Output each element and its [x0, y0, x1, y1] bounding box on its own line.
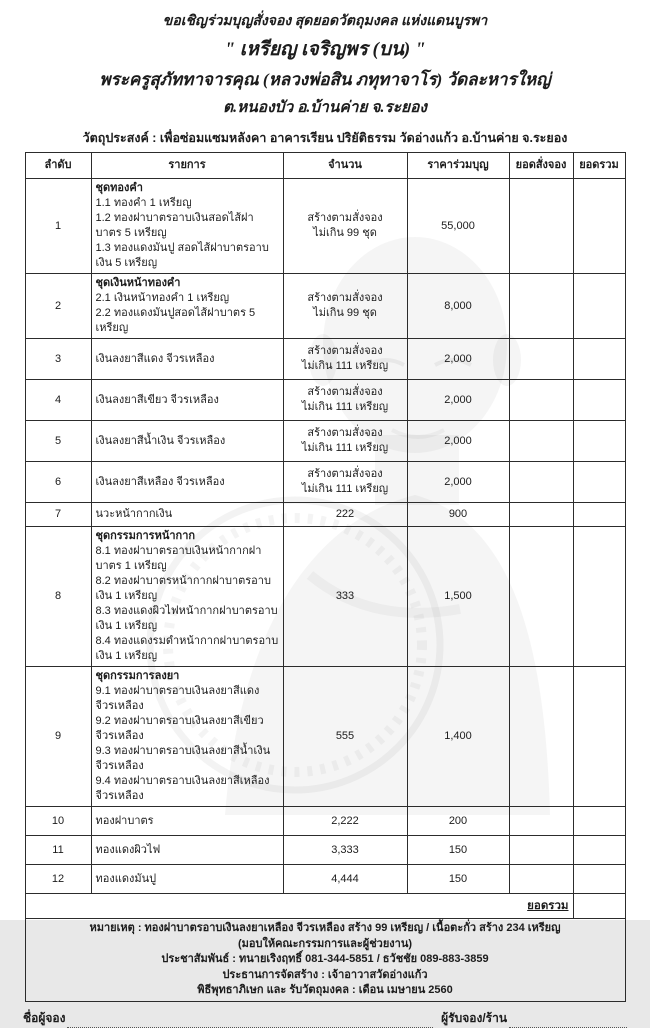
table-row: [25, 380, 625, 421]
grand-total-label: ยอดรวม: [527, 899, 569, 912]
item-title: เงินลงยาสีเขียว จีวรเหลือง: [95, 393, 219, 406]
orderer-name-label: ชื่อผู้จอง: [23, 1010, 66, 1025]
table-row: [25, 836, 625, 865]
row-number-cell: 10: [25, 807, 91, 836]
item-subline: 2.2 ทองแดงมันปูสอดไส้ฝาบาตร 5 เหรียญ: [95, 307, 256, 334]
ordered-amount-cell: [509, 380, 573, 421]
quantity-cell: [283, 274, 407, 339]
quantity-cell: [283, 527, 407, 667]
price-cell: 1,400: [407, 667, 509, 807]
header-invitation-line: ขอเชิญร่วมบุญสั่งจอง สุดยอดวัตถุมงคล แห่งแดนบูรพา: [162, 14, 488, 29]
note-line-ceremony: พิธีพุทธาภิเษก และ รับวัตถุมงคล : เดือน เมษายน 2560: [197, 984, 453, 996]
table-row: [25, 865, 625, 894]
note-line-note2: (มอบให้คณะกรรมการและผู้ช่วยงาน): [237, 937, 413, 950]
quantity-line: ไม่เกิน 99 ชุด: [313, 227, 377, 239]
item-description-cell: [91, 179, 283, 274]
row-total-cell: [573, 274, 625, 339]
row-total-cell: [573, 179, 625, 274]
column-header: ยอดรวม: [573, 153, 625, 179]
header-monk-name: พระครูสุภัททาจารคุณ (หลวงพ่อสิน ภทุทาจาโร) วัดละหารใหญ่: [99, 70, 551, 89]
row-total-cell: [573, 527, 625, 667]
item-description-cell: [91, 865, 283, 894]
orderer-name-fill-line: [67, 1013, 433, 1028]
item-subline: 8.2 ทองฝาบาตรหน้ากากฝาบาตรอาบเงิน 1 เหรียญ: [95, 575, 271, 602]
row-number-cell: 7: [25, 503, 91, 527]
quantity-cell: [283, 807, 407, 836]
price-cell: 55,000: [407, 179, 509, 274]
quantity-cell: [283, 836, 407, 865]
item-subline: 2.1 เงินหน้าทองคำ 1 เหรียญ: [95, 292, 230, 304]
row-number-cell: 12: [25, 865, 91, 894]
item-title: เงินลงยาสีน้ำเงิน จีวรเหลือง: [95, 434, 226, 447]
note-line-note1: หมายเหตุ : ทองฝาบาตรอาบเงินลงยาเหลือง จีวรเหลือง สร้าง 99 เหรียญ / เนื้อตะกั่ว สร้าง 234 เหรียญ: [89, 922, 561, 934]
price-cell: 150: [407, 865, 509, 894]
quantity-line: 555: [335, 730, 355, 742]
row-total-cell: [573, 380, 625, 421]
quantity-line: สร้างตามสั่งจอง: [307, 427, 383, 439]
row-total-cell: [573, 503, 625, 527]
item-title: ชุดกรรมการลงยา: [95, 670, 180, 682]
row-number-cell: 3: [25, 339, 91, 380]
item-title: ทองแดงมันปู: [95, 872, 157, 885]
quantity-cell: [283, 462, 407, 503]
item-description-cell: [91, 274, 283, 339]
column-header: รายการ: [91, 153, 283, 179]
quantity-cell: [283, 865, 407, 894]
row-total-cell: [573, 421, 625, 462]
item-description-cell: [91, 339, 283, 380]
ordered-amount-cell: [509, 421, 573, 462]
table-row: [25, 667, 625, 807]
item-title: นวะหน้ากากเงิน: [95, 508, 173, 520]
table-row: [25, 527, 625, 667]
table-row: [25, 462, 625, 503]
price-cell: 1,500: [407, 527, 509, 667]
quantity-line: สร้างตามสั่งจอง: [307, 386, 383, 398]
row-total-cell: [573, 865, 625, 894]
item-title: เงินลงยาสีแดง จีวรเหลือง: [95, 352, 215, 365]
order-table: [25, 152, 626, 1002]
row-number-cell: 1: [25, 179, 91, 274]
item-subline: 9.1 ทองฝาบาตรอาบเงินลงยาสีแดง จีวรเหลือง: [95, 685, 260, 712]
quantity-line: สร้างตามสั่งจอง: [307, 345, 383, 357]
ordered-amount-cell: [509, 274, 573, 339]
item-subline: 9.3 ทองฝาบาตรอาบเงินลงยาสีน้ำเงิน จีวรเหลือง: [95, 745, 271, 772]
item-subline: 9.4 ทองฝาบาตรอาบเงินลงยาสีเหลือง จีวรเหลือง: [95, 775, 270, 802]
row-number-cell: 5: [25, 421, 91, 462]
item-description-cell: [91, 421, 283, 462]
note-line-chairman: ประธานการจัดสร้าง : เจ้าอาวาสวัดอ่างแก้ว: [222, 968, 428, 981]
item-subline: 1.3 ทองแดงมันปู สอดไส้ฝาบาตรอาบเงิน 5 เหรียญ: [95, 242, 269, 269]
table-row: [25, 503, 625, 527]
item-title: เงินลงยาสีเหลือง จีวรเหลือง: [95, 475, 225, 488]
header-coin-name: " เหรียญ เจริญพร (บน) ": [224, 39, 426, 60]
grand-total-label-cell: [25, 894, 573, 919]
price-cell: 900: [407, 503, 509, 527]
quantity-cell: [283, 667, 407, 807]
item-subline: 8.3 ทองแดงผิวไฟหน้ากากฝาบาตรอาบเงิน 1 เหรียญ: [95, 605, 278, 632]
row-number-cell: 4: [25, 380, 91, 421]
signature-row: [23, 1009, 627, 1028]
quantity-line: สร้างตามสั่งจอง: [307, 292, 383, 304]
ordered-amount-cell: [509, 503, 573, 527]
item-subline: 8.4 ทองแดงรมดำหน้ากากฝาบาตรอาบเงิน 1 เหรียญ: [95, 635, 279, 662]
quantity-cell: [283, 503, 407, 527]
ordered-amount-cell: [509, 462, 573, 503]
item-subline: 1.2 ทองฝาบาตรอาบเงินสอดไส้ฝาบาตร 5 เหรียญ: [95, 212, 254, 239]
table-row: [25, 179, 625, 274]
quantity-line: 333: [335, 590, 355, 602]
ordered-amount-cell: [509, 865, 573, 894]
document-header: [0, 0, 650, 121]
quantity-line: 4,444: [331, 872, 359, 885]
table-row: [25, 339, 625, 380]
item-description-cell: [91, 527, 283, 667]
ordered-amount-cell: [509, 667, 573, 807]
item-description-cell: [91, 836, 283, 865]
price-cell: 2,000: [407, 380, 509, 421]
quantity-cell: [283, 339, 407, 380]
table-header-row: [25, 153, 625, 179]
item-subline: 9.2 ทองฝาบาตรอาบเงินลงยาสีเขียว จีวรเหลือง: [95, 715, 264, 742]
ordered-amount-cell: [509, 836, 573, 865]
price-cell: 2,000: [407, 462, 509, 503]
notes-cell: [25, 919, 625, 1002]
table-row: [25, 421, 625, 462]
grand-total-row: [25, 894, 625, 919]
item-title: ชุดกรรมการหน้ากาก: [95, 530, 196, 542]
table-row: [25, 807, 625, 836]
column-header: ลำดับ: [25, 153, 91, 179]
notes-row: [25, 919, 625, 1002]
row-total-cell: [573, 807, 625, 836]
quantity-cell: [283, 421, 407, 462]
price-cell: 150: [407, 836, 509, 865]
row-number-cell: 9: [25, 667, 91, 807]
receiver-shop-label: ผู้รับจอง/ร้าน: [441, 1010, 508, 1025]
price-cell: 2,000: [407, 421, 509, 462]
row-total-cell: [573, 462, 625, 503]
ordered-amount-cell: [509, 527, 573, 667]
item-description-cell: [91, 462, 283, 503]
column-header: ราคาร่วมบุญ: [407, 153, 509, 179]
quantity-line: สร้างตามสั่งจอง: [307, 468, 383, 480]
quantity-line: ไม่เกิน 111 เหรียญ: [301, 401, 389, 413]
item-title: ทองฝาบาตร: [95, 814, 154, 827]
price-cell: 200: [407, 807, 509, 836]
quantity-cell: [283, 179, 407, 274]
column-header: จำนวน: [283, 153, 407, 179]
price-cell: 8,000: [407, 274, 509, 339]
row-number-cell: 11: [25, 836, 91, 865]
ordered-amount-cell: [509, 807, 573, 836]
header-temple-location: ต.หนองบัว อ.บ้านค่าย จ.ระยอง: [223, 99, 427, 116]
row-total-cell: [573, 836, 625, 865]
column-header: ยอดสั่งจอง: [509, 153, 573, 179]
receiver-shop-fill-line: [509, 1013, 627, 1028]
price-cell: 2,000: [407, 339, 509, 380]
item-description-cell: [91, 503, 283, 527]
row-number-cell: 6: [25, 462, 91, 503]
item-title: ชุดเงินหน้าทองคำ: [95, 277, 181, 289]
item-title: ชุดทองคำ: [95, 182, 143, 194]
item-description-cell: [91, 380, 283, 421]
row-number-cell: 8: [25, 527, 91, 667]
quantity-line: ไม่เกิน 111 เหรียญ: [301, 442, 389, 454]
table-row: [25, 274, 625, 339]
item-subline: 8.1 ทองฝาบาตรอาบเงินหน้ากากฝาบาตร 1 เหรียญ: [95, 545, 262, 572]
quantity-line: 3,333: [331, 843, 359, 856]
item-description-cell: [91, 807, 283, 836]
quantity-line: 2,222: [331, 814, 359, 827]
row-total-cell: [573, 667, 625, 807]
quantity-line: ไม่เกิน 111 เหรียญ: [301, 360, 389, 372]
ordered-amount-cell: [509, 339, 573, 380]
quantity-line: สร้างตามสั่งจอง: [307, 212, 383, 224]
item-title: ทองแดงผิวไฟ: [95, 843, 161, 856]
item-description-cell: [91, 667, 283, 807]
row-number-cell: 2: [25, 274, 91, 339]
note-line-contact: ประชาสัมพันธ์ : ทนายเริงฤทธิ์ 081-344-5851 / ธวัชชัย 089-883-3859: [161, 953, 489, 965]
quantity-cell: [283, 380, 407, 421]
row-total-cell: [573, 339, 625, 380]
ordered-amount-cell: [509, 179, 573, 274]
item-subline: 1.1 ทองคำ 1 เหรียญ: [95, 197, 192, 209]
quantity-line: ไม่เกิน 111 เหรียญ: [301, 483, 389, 495]
purpose-text: วัตถุประสงค์ : เพื่อซ่อมแซมหลังคา อาคารเรียน ปริยัติธรรม วัดอ่างแก้ว อ.บ้านค่าย จ.ระยอง: [82, 131, 568, 145]
quantity-line: 222: [335, 508, 355, 520]
quantity-line: ไม่เกิน 99 ชุด: [313, 307, 377, 319]
grand-total-value-cell: [573, 894, 625, 919]
